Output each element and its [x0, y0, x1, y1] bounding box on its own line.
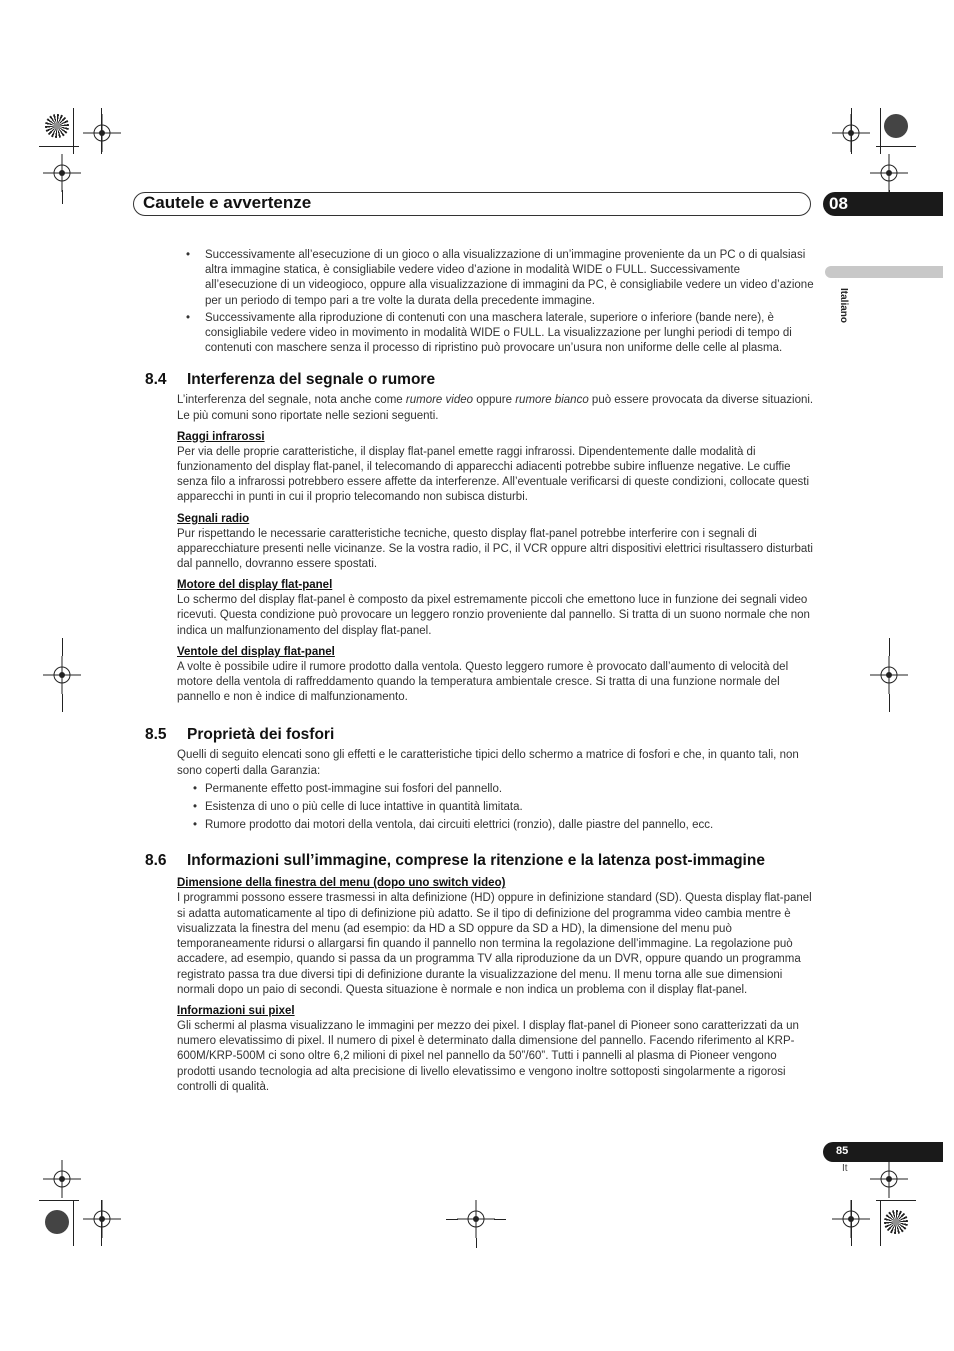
crosshair-icon — [83, 1200, 121, 1238]
intro-text: può essere provocata da diverse situazioni. Le più comuni sono riportate nelle sezioni seguenti. — [177, 394, 814, 422]
main-content — [145, 248, 815, 1095]
crosshair-icon — [832, 114, 870, 152]
section-title: Proprietà dei fosfori — [187, 726, 335, 744]
crosshair-icon — [870, 1160, 908, 1198]
subsection-heading: Raggi infrarossi — [177, 430, 265, 443]
section-heading — [145, 371, 815, 389]
subsection-heading: Motore del display flat-panel — [177, 579, 333, 592]
section-title: Interferenza del segnale o rumore — [187, 371, 436, 389]
section-title: Informazioni sull’immagine, comprese la ritenzione e la latenza post-immagine — [187, 852, 765, 870]
crosshair-icon — [83, 114, 121, 152]
chapter-number: 08 — [829, 194, 848, 213]
page-title: Cautele e avvertenze — [143, 193, 312, 212]
crosshair-icon — [832, 1200, 870, 1238]
language-tab — [825, 266, 943, 278]
list-item: • Permanente effetto post-immagine sui fosfori del pannello. — [205, 782, 815, 797]
registration-rosette-icon — [884, 1210, 908, 1234]
paragraph: Per via delle proprie caratteristiche, il display flat-panel emette raggi infrarossi. Dipendentemente dalle modalità di funzionamento del display flat-panel, il telecomando di apparecchi adiacenti potrebbe subire influenze negative. Le cuffie senza filo a infrarossi potrebbero essere affette da interferenze. All’eventuale verificarsi di queste condizioni, collocate questi apparecchi in punti in cui il proprio telecomando non subisca disturbi. — [177, 445, 810, 504]
crosshair-icon — [43, 154, 81, 192]
list-item: • Rumore prodotto dai motori della ventola, dai circuiti elettrici (ronzio), dalle piastre del pannello, ecc. — [205, 818, 815, 833]
list-item: • Esistenza di uno o più celle di luce intattive in quantità limitata. — [205, 800, 815, 815]
page-number: 85 — [836, 1145, 849, 1157]
list-item: • Successivamente alla riproduzione di contenuti con una maschera laterale, superiore o inferiore (bande nere), è consigliabile vedere video in movimento in modalità WIDE o FULL. La visualizzazione per lunghi periodi di tempo di contenuti con maschere senza il processo di ripristino può provocare un’usura non uniforme delle celle al plasma. — [195, 311, 815, 357]
language-label: Italiano — [838, 288, 849, 324]
section-intro: Quelli di seguito elencati sono gli effetti e le caratteristiche tipici dello schermo a matrice di fosfori e che, in quanto tali, non sono coperti dalla Garanzia: — [177, 749, 799, 777]
intro-text: L’interferenza del segnale, nota anche come — [177, 394, 406, 407]
crosshair-icon — [43, 656, 81, 694]
registration-rosette-icon — [45, 1210, 69, 1234]
subsection-heading: Ventole del display flat-panel — [177, 645, 335, 658]
section-intro — [177, 393, 815, 423]
subsection-heading: Informazioni sui pixel — [177, 1004, 295, 1017]
section-heading — [145, 852, 815, 870]
crosshair-icon — [870, 656, 908, 694]
paragraph: A volte è possibile udire il rumore prodotto dalla ventola. Questo leggero rumore è provocato dall’aumento di velocità del motore della ventola di raffreddamento quando la temperatura ambientale cresce. Si tratta di una funzione normale del pannello e non è indice di malfunzionamento. — [177, 660, 789, 704]
section-number: 8.5 — [145, 726, 167, 744]
crosshair-icon — [870, 154, 908, 192]
paragraph: Gli schermi al plasma visualizzano le immagini per mezzo dei pixel. I display flat-panel di Pioneer sono caratterizzati da un numero elevatissimo di pixel. Il numero di pixel è determinato dalla dimensione del pannello. Facendo riferimento al KRP-600M/KRP-500M ci sono oltre 6,2 milioni di pixel nel pannello da 50”/60”. Tutti i pannelli al plasma di Pioneer vengono prodotti usando tecnologia ad alta precisione di livello elevatissimo e vengono inoltre sottoposti singolarmente a rigorosi controlli di qualità. — [177, 1019, 799, 1093]
list-item: • Successivamente all’esecuzione di un gioco o alla visualizzazione di un’immagine proveniente da un PC o di qualsiasi altra immagine statica, è consigliabile vedere video d’azione in modalità WIDE o FULL. Successivamente all’esecuzione di un videogioco, oppure alla visualizzazione di immagini da PC, è consigliabile vedere un video d’azione per un periodo di tempo pari a tre volte la durata della precedente immagine. — [195, 248, 815, 309]
subsection-heading: Segnali radio — [177, 512, 250, 525]
paragraph: I programmi possono essere trasmessi in alta definizione (HD) oppure in definizione standard (SD). Questa display flat-panel si adatta automaticamente al tipo di definizione più adatto. Se il tipo di definizione del programma video cambia mentre è visualizzata la finestra del menu (ad esempio: da HD a SD oppure da SD a HD), la dimensione del menu può temporaneamente ridursi o allargarsi fin quando il pannello non termina la regolazione dell’immagine. La regolazione può accadere, ad esempio, quando si passa da un programma TV alla riproduzione da un DVR, oppure quando un programma registrato passa tra due diversi tipi di definizione durante la visualizzazione del menu. Il menu torna alle sue dimensioni normali dopo un paio di secondi. Questa situazione è normale e non indica un problema con il display flat-panel. — [177, 892, 812, 996]
section-heading — [145, 726, 815, 744]
section-number: 8.6 — [145, 852, 167, 870]
intro-emphasis: rumore bianco — [515, 394, 589, 407]
registration-rosette-icon — [45, 114, 69, 138]
paragraph: Pur rispettando le necessarie caratteristiche tecniche, questo display flat-panel potrebbe interferire con i segnali di apparecchiature presenti nelle vicinanze. Se la vostra radio, il PC, il VCR oppure altri dispositivi elettrici risultassero disturbati dal pannello, dovranno essere spostati. — [177, 527, 813, 571]
crosshair-icon — [457, 1200, 495, 1238]
paragraph: Lo schermo del display flat-panel è composto da pixel estremamente piccoli che emettono luce in funzione dei segnali video ricevuti. Questa condizione può provocare un leggero ronzio proveniente dal pannello. Si tratta di un suono normale che non indica un malfunzionamento del display flat-panel. — [177, 594, 810, 637]
subsection-heading: Dimensione della finestra del menu (dopo uno switch video) — [177, 877, 506, 890]
intro-text: oppure — [473, 394, 516, 407]
page-language-code: It — [842, 1163, 848, 1174]
crosshair-icon — [43, 1160, 81, 1198]
registration-rosette-icon — [884, 114, 908, 138]
intro-emphasis: rumore video — [405, 394, 474, 407]
section-number: 8.4 — [145, 371, 167, 389]
